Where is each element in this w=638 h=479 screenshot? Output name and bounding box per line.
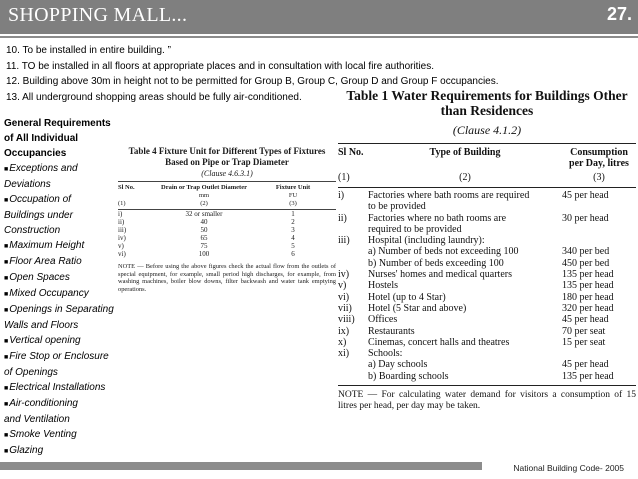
column-header: Fixture Unit xyxy=(275,184,311,191)
column-header: Sl No. xyxy=(118,184,135,191)
table-4-cell: 40 xyxy=(200,218,208,227)
table-1-header-rule xyxy=(338,187,636,188)
table-1-cell: b) Number of beds exceeding 100 xyxy=(368,257,504,269)
table-1-cell: 15 per seat xyxy=(562,336,606,348)
table-1-cell: i) xyxy=(338,190,345,201)
table-1-cell: v) xyxy=(338,280,347,292)
table-4-cell: iv) xyxy=(118,234,126,243)
note-13: 13. All underground shopping areas should be fully air-conditioned. xyxy=(6,91,302,103)
table-1-clause: (Clause 4.1.2) xyxy=(452,123,522,137)
table-1-cell: Restaurants xyxy=(368,325,415,337)
table-1-cell: iii) xyxy=(338,235,350,247)
footer-source: National Building Code- 2005 xyxy=(513,463,624,473)
table-1-title: Table 1 Water Requirements for Buildings Other than Residences xyxy=(346,88,628,118)
table-1-water-requirements xyxy=(338,88,636,412)
slide-title: SHOPPING MALL... xyxy=(8,4,188,26)
requirements-title: General Requirements of All Individual Occupancies xyxy=(4,118,111,159)
table-1-cell: 340 per bed xyxy=(562,246,610,258)
requirement-item: ■Smoke Venting xyxy=(4,429,77,440)
table-1-cell: vii) xyxy=(338,302,352,314)
square-bullet-icon: ■ xyxy=(4,385,9,392)
slide-number: 27. xyxy=(606,4,632,24)
square-bullet-icon: ■ xyxy=(4,197,9,204)
square-bullet-icon: ■ xyxy=(4,401,9,408)
requirement-item: ■Occupation of xyxy=(4,194,71,205)
table-1-cell: Nurses' homes and medical quarters xyxy=(368,269,512,281)
table-1-cell: 30 per head xyxy=(562,212,609,224)
note-11: 11. TO be installed in all floors at appropriate places and in consultation with local fire authorities. xyxy=(6,60,435,72)
table-4-cell: 5 xyxy=(291,242,295,251)
table-1-bottom-rule xyxy=(338,385,636,386)
table-1-cell: Cinemas, concert halls and theatres xyxy=(368,336,510,348)
square-bullet-icon: ■ xyxy=(4,354,9,361)
table-1-cell: 45 per head xyxy=(562,190,609,201)
table-1-cell: 135 per head xyxy=(562,280,614,292)
table-1-cell xyxy=(338,360,368,371)
requirement-item-continued: Construction xyxy=(4,225,61,236)
table-4-cell: 75 xyxy=(200,242,208,251)
table-4-title: Table 4 Fixture Unit for Different Types of Fixtures Based on Pipe or Trap Diameter xyxy=(128,146,326,167)
table-1-cell: 135 per head xyxy=(562,269,614,281)
square-bullet-icon: ■ xyxy=(4,291,9,298)
header-bar xyxy=(0,0,638,34)
column-unit: FU xyxy=(288,191,298,199)
table-4-cell: 65 xyxy=(200,234,208,243)
requirement-item-continued: of Openings xyxy=(4,367,58,378)
table-1-cell: iv) xyxy=(338,269,350,281)
table-1-cell: Hotel (5 Star and above) xyxy=(368,302,467,314)
column-number: (3) xyxy=(593,172,605,183)
table-1-cell: 70 per seat xyxy=(562,325,606,337)
table-4-body xyxy=(118,210,336,258)
requirement-item: ■Openings in Separating xyxy=(4,304,114,315)
table-4-cell: 3 xyxy=(291,226,295,235)
requirement-item: ■Maximum Height xyxy=(4,240,85,251)
table-4-header xyxy=(118,182,336,209)
square-bullet-icon: ■ xyxy=(4,432,9,439)
column-header: Type of Building xyxy=(429,147,501,158)
general-requirements xyxy=(4,116,128,459)
table-1-cell: a) Number of beds not exceeding 100 xyxy=(368,246,519,258)
table-4-cell: 4 xyxy=(291,234,295,243)
table-1-body xyxy=(338,191,636,383)
square-bullet-icon: ■ xyxy=(4,307,9,314)
table-1-cell: 135 per head xyxy=(562,370,614,382)
table-1-cell: to be provided xyxy=(368,201,426,213)
column-number: (1) xyxy=(118,199,126,207)
square-bullet-icon: ■ xyxy=(4,448,9,455)
table-1-cell: vi) xyxy=(338,291,350,303)
requirement-item: ■Electrical Installations xyxy=(4,382,106,393)
table-1-cell: Hospital (including laundry): xyxy=(368,235,485,247)
table-1-note: NOTE — For calculating water demand for visitors a consumption of 15 litres per head, per day may be taken. xyxy=(338,390,636,412)
table-1-cell: required to be provided xyxy=(368,223,462,235)
table-1-cell xyxy=(338,247,368,258)
requirement-item-continued: and Ventilation xyxy=(4,414,70,425)
table-1-cell: x) xyxy=(338,336,347,348)
column-unit: mm xyxy=(198,191,210,199)
square-bullet-icon: ■ xyxy=(4,166,9,173)
column-number: (2) xyxy=(459,172,471,183)
square-bullet-icon: ■ xyxy=(4,243,9,250)
square-bullet-icon: ■ xyxy=(4,338,9,345)
table-4-cell: 50 xyxy=(200,226,208,235)
requirement-item: ■Vertical opening xyxy=(4,335,81,346)
requirements-list xyxy=(4,161,128,459)
table-1-cell: Schools: xyxy=(368,348,403,360)
table-4-cell: 32 or smaller xyxy=(185,210,223,219)
column-number: (1) xyxy=(338,172,350,183)
column-number: (3) xyxy=(289,199,297,207)
table-1-cell: ii) xyxy=(338,212,347,224)
table-1-cell xyxy=(338,202,368,213)
table-1-cell: viii) xyxy=(338,314,355,326)
square-bullet-icon: ■ xyxy=(4,259,9,266)
table-4-cell: 100 xyxy=(198,250,210,259)
table-4-cell: 1 xyxy=(291,210,295,219)
table-4-cell: 2 xyxy=(291,218,295,227)
table-1-cell: 450 per bed xyxy=(562,257,610,269)
table-1-cell xyxy=(562,225,636,236)
requirement-item: ■Mixed Occupancy xyxy=(4,288,89,299)
column-header: Consumption per Day, litres xyxy=(569,147,629,169)
table-1-cell: Hotel (up to 4 Star) xyxy=(368,291,446,303)
table-4-cell: v) xyxy=(118,242,124,251)
requirement-item-continued: Deviations xyxy=(4,179,51,190)
table-4-cell: 6 xyxy=(291,250,295,259)
table-1-cell: 45 per head xyxy=(562,314,609,326)
column-header: Sl No. xyxy=(338,147,364,158)
column-unit xyxy=(118,192,158,200)
table-1-cell: Hostels xyxy=(368,280,398,292)
table-1-cell: Offices xyxy=(368,314,398,326)
requirement-item: ■Open Spaces xyxy=(4,272,70,283)
table-1-cell: a) Day schools xyxy=(368,359,428,371)
table-4-cell: i) xyxy=(118,210,123,219)
header-divider xyxy=(0,36,638,38)
column-header: Drain or Trap Outlet Diameter xyxy=(161,184,247,191)
table-1-cell xyxy=(562,202,636,213)
table-1-cell: xi) xyxy=(338,348,350,360)
table-1-cell: Factories where no bath rooms are xyxy=(368,212,507,224)
table-4-cell: iii) xyxy=(118,226,127,235)
table-1-header xyxy=(338,144,636,187)
column-number: (2) xyxy=(200,199,208,207)
requirement-item: ■Air-conditioning xyxy=(4,398,78,409)
table-4-fixture-units xyxy=(118,146,336,293)
requirement-item: ■Exceptions and xyxy=(4,163,78,174)
table-4-clause: (Clause 4.6.3.1) xyxy=(201,169,253,178)
requirement-item: ■Floor Area Ratio xyxy=(4,256,82,267)
table-1-cell xyxy=(338,372,368,383)
table-1-cell: 180 per head xyxy=(562,291,614,303)
table-1-cell: Factories where bath rooms are required xyxy=(368,190,530,201)
table-4-note: NOTE — Before using the above figures check the actual flow from the outlets of special equipment, for example, small period high discharges, for example, from washing machines, boiler blow downs, filter backwash and water tank emptying operations. xyxy=(118,263,336,293)
requirement-item: ■Glazing xyxy=(4,445,44,456)
requirement-item-continued: Buildings under xyxy=(4,210,73,221)
table-4-cell: vi) xyxy=(118,250,126,259)
note-10: 10. To be installed in entire building. ” xyxy=(6,45,171,56)
table-4-cell: ii) xyxy=(118,218,125,227)
requirement-item-continued: Walls and Floors xyxy=(4,320,79,331)
requirement-item: ■Fire Stop or Enclosure xyxy=(4,351,109,362)
table-1-cell: 45 per head xyxy=(562,359,609,371)
table-1-cell: 320 per head xyxy=(562,302,614,314)
note-12: 12. Building above 30m in height not to be permitted for Group B, Group C, Group D and Group F occupancies. xyxy=(6,76,499,87)
table-1-cell: ix) xyxy=(338,325,350,337)
square-bullet-icon: ■ xyxy=(4,275,9,282)
table-1-cell: b) Boarding schools xyxy=(368,370,449,382)
